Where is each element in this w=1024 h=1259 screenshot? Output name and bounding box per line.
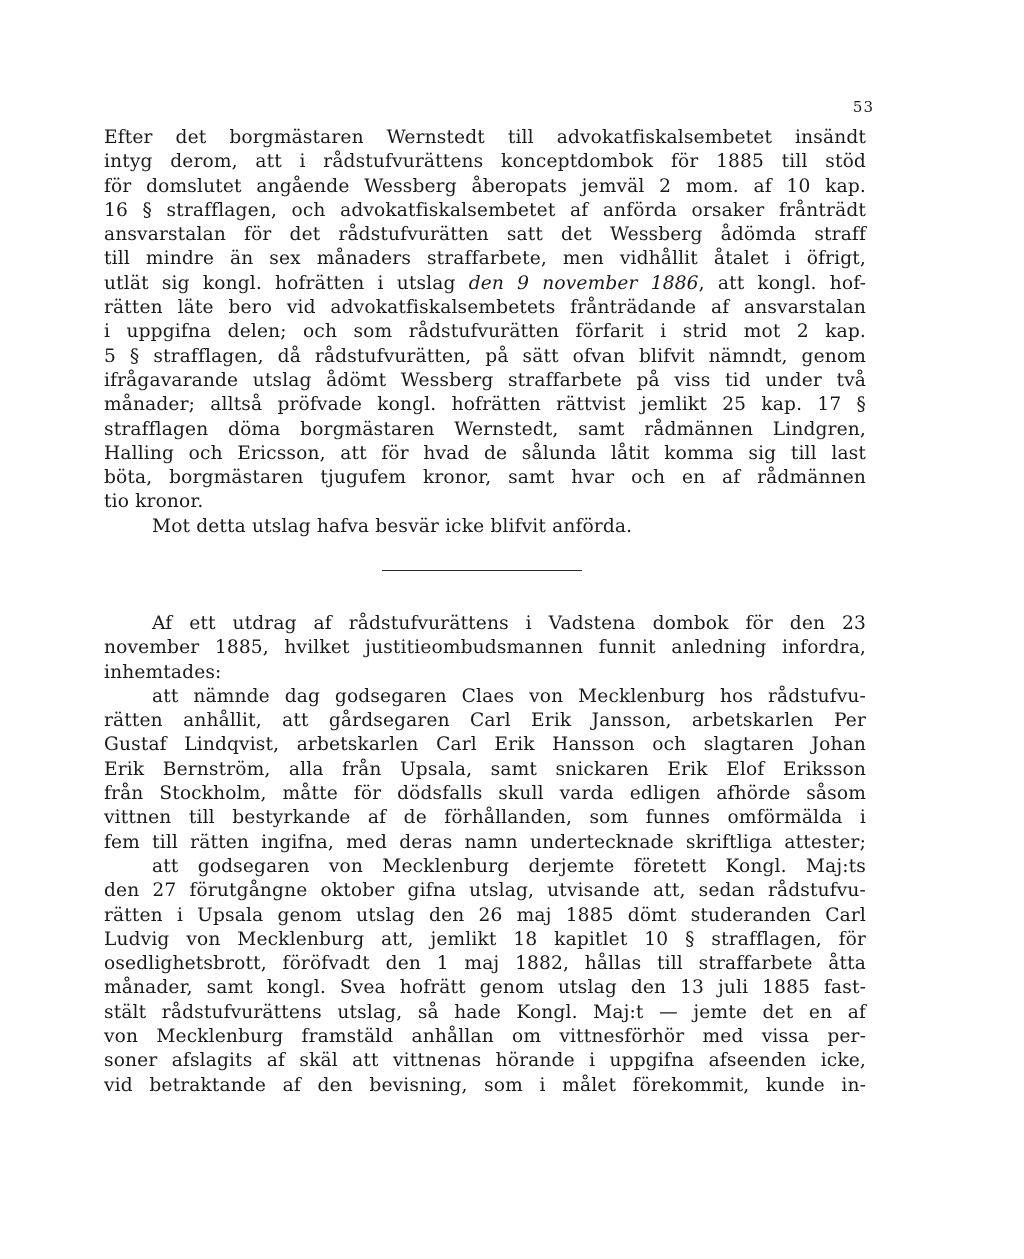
text-line: rätten anhållit, att gårdsegaren Carl Erik Jansson, arbetskarlen Per (104, 710, 866, 732)
text-line: den 27 förutgångne oktober gifna utslag, utvisande att, sedan rådstufvu- (104, 880, 866, 902)
section-wernstedt-judgment (104, 126, 866, 539)
text-line: osedlighetsbrott, föröfvadt den 1 maj 1882, hållas till straffarbete åtta (104, 953, 866, 975)
text-line: rätten i Upsala genom utslag den 26 maj 1885 dömt studeranden Carl (104, 904, 866, 926)
text-line: stält rådstufvurättens utslag, så hade Kongl. Maj:t — jemte det en af (104, 1001, 866, 1023)
text-line: Efter det borgmästaren Wernstedt till advokatfiskalsembetet insändt (104, 127, 866, 148)
text-line: i uppgifna delen; och som rådstufvurätten förfarit i strid mot 2 kap. (104, 321, 866, 343)
text-line: att nämnde dag godsegaren Claes von Mecklenburg hos rådstufvu- (152, 685, 866, 707)
text-line: att godsegaren von Mecklenburg derjemte företett Kongl. Maj:ts (152, 855, 866, 877)
text-line: fem till rätten ingifna, med deras namn undertecknade skriftliga attester; (104, 831, 866, 853)
text-line: soner afslagits af skäl att vittnenas hörande i uppgifna afseenden icke, (104, 1050, 866, 1072)
text-line: vittnen till bestyrkande af de förhållanden, som funnes omförmälda i (104, 807, 866, 829)
text-line: Ludvig von Mecklenburg att, jemlikt 18 kapitlet 10 § strafflagen, för (104, 928, 866, 950)
section-divider (382, 570, 582, 571)
text-line: intyg derom, att i rådstufvurättens konceptdombok för 1885 till stöd (104, 151, 866, 173)
italic-date: den 9 november 1886 (468, 272, 699, 294)
text-line: 5 § strafflagen, då rådstufvurätten, på sätt ofvan blifvit nämndt, genom (104, 345, 866, 367)
text-line: 16 § strafflagen, och advokatfiskalsembetet af anförda orsaker frånträdt (104, 199, 866, 221)
text-line: Halling och Ericsson, att för hvad de sålunda låtit komma sig till last (104, 442, 866, 464)
text-line: till mindre än sex månaders straffarbete, men vidhållit åtalet i öfrigt, (104, 248, 866, 270)
text-line: månader, samt kongl. Svea hofrätt genom utslag den 13 juli 1885 fast- (104, 977, 866, 999)
text-line: ansvarstalan för det rådstufvurätten satt det Wessberg ådömda straff (104, 224, 866, 246)
closing-sentence: Mot detta utslag hafva besvär icke blifvit anförda. (152, 515, 633, 537)
text-fragment: utlät sig kongl. hofrätten i utslag (104, 272, 469, 294)
text-line: Gustaf Lindqvist, arbetskarlen Carl Erik Hansson och slagtaren Johan (104, 734, 866, 756)
text-line: Af ett utdrag af rådstufvurättens i Vadstena dombok för den 23 (152, 613, 866, 634)
text-line-with-date (104, 272, 866, 296)
text-line: böta, borgmästaren tjugufem kronor, samt hvar och en af rådmännen (104, 467, 866, 489)
text-line: ifrågavarande utslag ådömt Wessberg straffarbete på viss tid under två (104, 369, 866, 391)
text-line: november 1885, hvilket justitieombudsmannen funnit anledning infordra, (104, 637, 866, 659)
text-line: från Stockholm, måtte för dödsfalls skull varda edligen afhörde såsom (104, 783, 866, 805)
section-vadstena-extract (104, 612, 866, 1098)
text-line: vid betraktande af den bevisning, som i målet förekommit, kunde in- (104, 1074, 866, 1096)
text-line: månader; alltså pröfvade kongl. hofrätten rättvist jemlikt 25 kap. 17 § (104, 394, 866, 416)
text-line: strafflagen döma borgmästaren Wernstedt, samt rådmännen Lindgren, (104, 418, 866, 440)
text-line: för domslutet angående Wessberg åberopats jemväl 2 mom. af 10 kap. (104, 175, 866, 197)
text-fragment: , att kongl. hof- (698, 272, 866, 294)
text-line: inhemtades: (104, 661, 222, 683)
text-line: Erik Bernström, alla från Upsala, samt snickaren Erik Elof Eriksson (104, 758, 866, 780)
text-line: von Mecklenburg framstäld anhållan om vittnesförhör med vissa per- (104, 1026, 866, 1048)
text-line: rätten läte bero vid advokatfiskalsembetets frånträdande af ansvarstalan (104, 297, 866, 319)
page-number: 53 (852, 98, 874, 116)
text-line: tio kronor. (104, 491, 204, 513)
